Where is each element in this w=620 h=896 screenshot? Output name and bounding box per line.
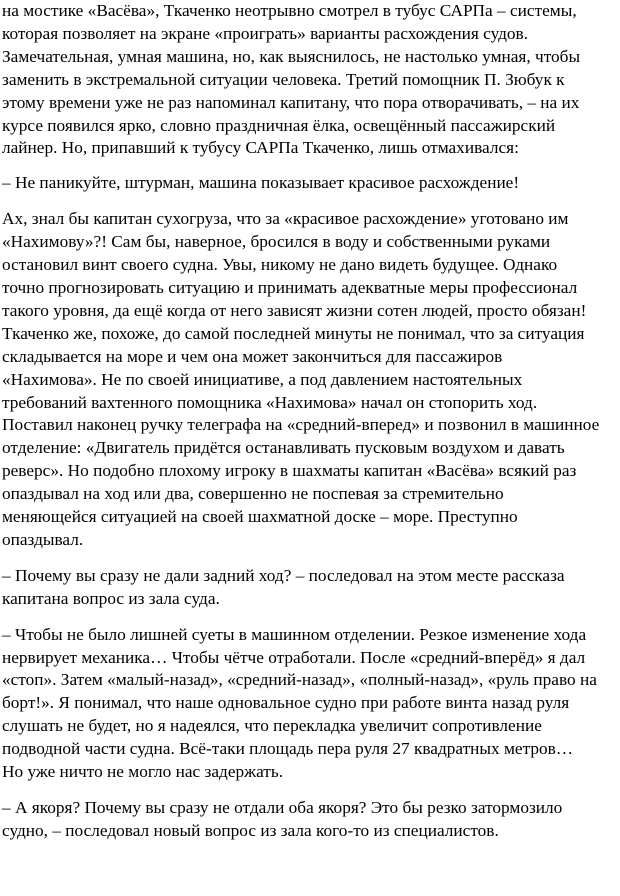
paragraph-2: – Не паникуйте, штурман, машина показывает красивое расхождение! bbox=[2, 173, 520, 193]
paragraph-5: – Чтобы не было лишней суеты в машинном отделении. Резкое изменение хода нервирует механика… Чтобы чётче отработали. После «средний-вперёд» я дал «стоп». Затем «малый-назад», «средний-назад», «полный-назад», «руль право на борт!». Я понимал, что наше одновальное судно при работе винта назад руля слушать не будет, но я надеялся, что перекладка увеличит сопротивление подводной части судна. Всё-таки площадь пера руля 27 квадратных метров… Но уже ничто не могло нас задержать. bbox=[2, 624, 597, 782]
paragraph-4: – Почему вы сразу не дали задний ход? – последовал на этом месте рассказа капитана вопрос из зала суда. bbox=[2, 565, 565, 608]
paragraph-3: Ах, знал бы капитан сухогруза, что за «красивое расхождение» уготовано им «Нахимову»?! Сам бы, наверное, бросился в воду и собственными руками остановил винт своего судна. Увы, никому не дано видеть будущее. Однако точно прогнозировать ситуацию и принимать адекватные меры профессионал такого уровня, да ещё когда от него зависят жизни сотен людей, просто обязан! Ткаченко же, похоже, до самой последней минуты не понимал, что за ситуация складывается на море и чем она может закончиться для пассажиров «Нахимова». Не по своей инициативе, а под давлением настоятельных требований вахтенного помощника «Нахимова» начал он стопорить ход. Поставил наконец ручку телеграфа на «средний-вперед» и позвонил в машинное отделение: «Двигатель придётся останавливать пусковым воздухом и давать реверс». Но подобно плохому игроку в шахматы капитан «Васёва» всякий раз опаздывал на ход или два, совершенно не поспевая за стремительно меняющейся ситуацией на своей шахматной доске – море. Преступно опаздывал. bbox=[2, 209, 600, 549]
paragraph-6: – А якоря? Почему вы сразу не отдали оба якоря? Это бы резко затормозило судно, – последовал новый вопрос из зала кого-то из специалистов. bbox=[2, 798, 563, 840]
paragraph-1: на мостике «Васёва», Ткаченко неотрывно смотрел в тубус САРПа – системы, которая позволяет на экране «проиграть» варианты расхождения судов. Замечательная, умная машина, но, как выяснилось, не настолько умная, чтобы заменить в экстремальной ситуации человека. Третий помощник П. Зюбук к этому времени уже не раз напоминал капитану, что пора отворачивать, – на их курсе появился ярко, словно праздничная ёлка, освещённый пассажирский лайнер. Но, припавший к тубусу САРПа Ткаченко, лишь отмахивался: bbox=[2, 1, 581, 158]
document-page bbox=[2, 0, 618, 843]
